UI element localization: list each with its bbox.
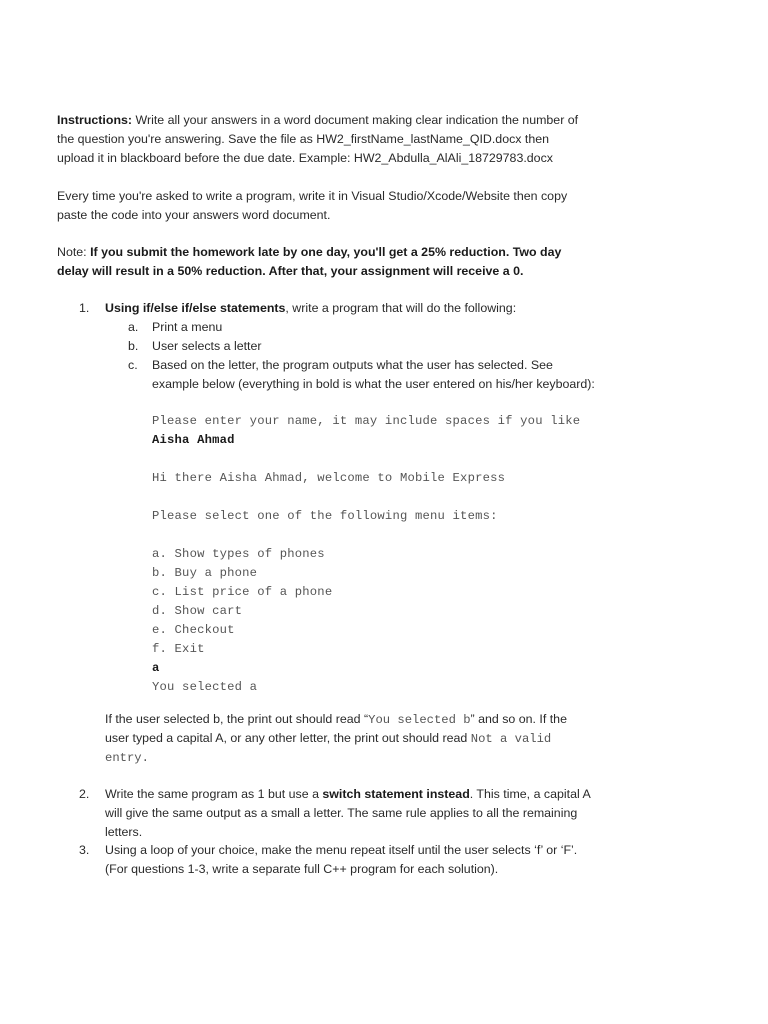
instructions-text-2: the question you're answering. Save the file as HW2_firstName_lastName_QID.docx then — [57, 132, 550, 146]
question-2-bold: switch statement instead — [322, 787, 470, 801]
code-menu-item: d. Show cart — [152, 604, 243, 618]
instructions-text-1: Write all your answers in a word document making clear indication the number of — [132, 113, 579, 127]
code-name-prompt: Please enter your name, it may include spaces if you like — [152, 414, 581, 428]
code-welcome: Hi there Aisha Ahmad, welcome to Mobile Express — [152, 471, 506, 485]
code-menu-item: e. Checkout — [152, 623, 235, 637]
code-choice-input: a — [152, 661, 160, 675]
code-menu-item: a. Show types of phones — [152, 547, 325, 561]
code-menu-item: b. Buy a phone — [152, 566, 258, 580]
program-note-paragraph — [57, 187, 697, 225]
code-select-prompt: Please select one of the following menu items: — [152, 509, 498, 523]
follow-up-code: You selected b — [368, 713, 471, 727]
code-menu-item: f. Exit — [152, 642, 205, 656]
sub-item-text: Based on the letter, the program outputs what the user has selected. See — [152, 358, 553, 372]
late-note-prefix: Note: — [57, 245, 91, 259]
instructions-paragraph — [57, 111, 697, 168]
instructions-text-3: upload it in blackboard before the due date. Example: HW2_Abdulla_AlAli_18729783.docx — [57, 151, 553, 165]
instructions-label: Instructions: — [57, 113, 133, 127]
sub-item-text: User selects a letter — [152, 339, 262, 353]
question-3-line-2: (For questions 1-3, write a separate full C++ program for each solution). — [105, 862, 499, 876]
program-note-line-1: Every time you're asked to write a program, write it in Visual Studio/Xcode/Website then copy — [57, 189, 568, 203]
sub-item-letter: b. — [128, 339, 139, 353]
code-result: You selected a — [152, 680, 258, 694]
follow-up-text: If the user selected b, the print out should read “ — [105, 712, 369, 726]
late-note-line-1: If you submit the homework late by one day, you'll get a 25% reduction. Two day — [90, 245, 562, 259]
follow-up-code: Not a valid — [470, 732, 552, 746]
code-example — [152, 412, 712, 697]
sub-item-text: Print a menu — [152, 320, 223, 334]
question-2-text: Write the same program as 1 but use a — [105, 787, 323, 801]
question-3-number: 3. — [79, 843, 90, 857]
question-2-text: . This time, a capital A — [469, 787, 591, 801]
follow-up-code: entry. — [105, 751, 149, 765]
sub-item-letter: a. — [128, 320, 139, 334]
follow-up-text: user typed a capital A, or any other letter, the print out should read — [105, 731, 471, 745]
code-menu-item: c. List price of a phone — [152, 585, 333, 599]
question-1-text: , write a program that will do the following: — [285, 301, 517, 315]
sub-item-c-line-2: example below (everything in bold is what the user entered on his/her keyboard): — [152, 377, 595, 391]
question-2-line-3: letters. — [105, 825, 143, 839]
code-name-input: Aisha Ahmad — [152, 433, 235, 447]
follow-up-text: ” and so on. If the — [470, 712, 567, 726]
program-note-line-2: paste the code into your answers word document. — [57, 208, 331, 222]
question-2-line-2: will give the same output as a small a letter. The same rule applies to all the remaining — [105, 806, 578, 820]
late-policy-note — [57, 243, 697, 281]
sub-item-letter: c. — [128, 358, 138, 372]
question-2-number: 2. — [79, 787, 90, 801]
question-3-line-1: Using a loop of your choice, make the menu repeat itself until the user selects ‘f’ or ‘F’. — [105, 843, 578, 857]
question-1-number: 1. — [79, 301, 90, 315]
late-note-line-2: delay will result in a 50% reduction. After that, your assignment will receive a 0. — [57, 264, 524, 278]
question-1-bold: Using if/else if/else statements — [105, 301, 286, 315]
